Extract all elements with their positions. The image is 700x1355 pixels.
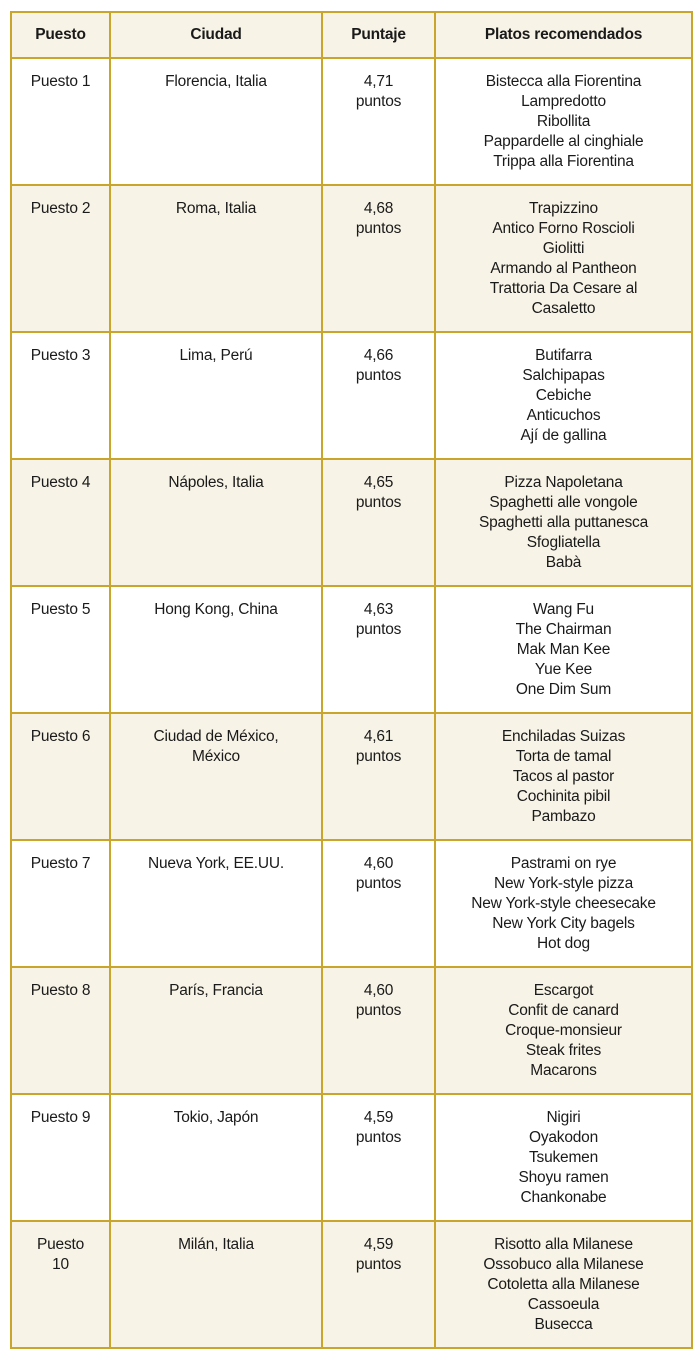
rank-cell (11, 1221, 110, 1348)
dish-item (436, 279, 691, 319)
dish-name: Salchipapas (522, 367, 605, 384)
dish-item (436, 493, 691, 513)
rank-cell (11, 185, 110, 332)
dish-item (436, 239, 691, 259)
dish-item (436, 219, 691, 239)
score-unit: puntos (355, 220, 402, 237)
dish-name: Cochinita pibil (516, 788, 611, 805)
score-value: 4,60 (363, 855, 394, 872)
city-text: Hong Kong, China (154, 601, 278, 618)
dishes-cell (435, 713, 692, 840)
city-cell (110, 840, 322, 967)
score-unit: puntos (355, 875, 402, 892)
dish-item (436, 620, 691, 640)
dish-item (436, 854, 691, 874)
city-cell (110, 967, 322, 1094)
city-text: Nápoles, Italia (168, 474, 264, 491)
score-cell (322, 1221, 435, 1348)
dish-name: Macarons (530, 1062, 597, 1079)
score-value: 4,66 (363, 347, 394, 364)
score-unit: puntos (355, 93, 402, 110)
dish-name: Yue Kee (534, 661, 593, 678)
table-row (11, 1221, 692, 1348)
rank-cell (11, 586, 110, 713)
city-cell (110, 586, 322, 713)
rank-text: Puesto 2 (30, 200, 91, 217)
dishes-cell (435, 58, 692, 185)
dish-item (436, 132, 691, 152)
city-text: París, Francia (169, 982, 263, 999)
dish-name: Pappardelle al cinghiale (483, 133, 644, 150)
dish-name: Pizza Napoletana (504, 474, 623, 491)
score-unit: puntos (355, 1256, 402, 1273)
table-row (11, 967, 692, 1094)
dish-item (436, 1295, 691, 1315)
score-cell (322, 332, 435, 459)
rank-text: Puesto 5 (30, 601, 91, 618)
score-value: 4,59 (363, 1236, 394, 1253)
dish-name: Ribollita (536, 113, 591, 130)
dish-item (436, 513, 691, 533)
dish-item (436, 152, 691, 172)
dish-name: Giolitti (542, 240, 585, 257)
dish-item (436, 914, 691, 934)
table-row (11, 332, 692, 459)
score-unit: puntos (355, 621, 402, 638)
city-cell (110, 58, 322, 185)
dish-item (436, 426, 691, 446)
dish-item (436, 767, 691, 787)
dish-item (436, 1255, 691, 1275)
city-cell (110, 459, 322, 586)
city-text: Roma, Italia (175, 200, 257, 217)
dish-item (436, 1148, 691, 1168)
header-dishes: Platos recomendados (435, 12, 692, 58)
dish-item (436, 934, 691, 954)
dish-name: Ají de gallina (520, 427, 607, 444)
city-cell (110, 713, 322, 840)
rank-text: Puesto 6 (30, 728, 91, 745)
dish-item (436, 92, 691, 112)
dish-name: Risotto alla Milanese (494, 1236, 633, 1253)
dishes-cell (435, 586, 692, 713)
dish-item (436, 346, 691, 366)
rank-cell (11, 459, 110, 586)
dish-name: Escargot (533, 982, 594, 999)
dish-name: New York-style cheesecake (471, 895, 656, 912)
dish-item (436, 1128, 691, 1148)
dish-name: Shoyu ramen (518, 1169, 609, 1186)
dish-item (436, 1041, 691, 1061)
dish-name: Cassoeula (527, 1296, 600, 1313)
dish-name: Trattoria Da Cesare al Casaletto (489, 280, 638, 317)
rank-cell (11, 332, 110, 459)
score-cell (322, 713, 435, 840)
city-text: Nueva York, EE.UU. (148, 855, 284, 872)
dish-name: Lampredotto (521, 93, 606, 110)
rank-text: Puesto 10 (36, 1236, 85, 1273)
dish-name: Enchiladas Suizas (501, 728, 626, 745)
dish-name: Confit de canard (508, 1002, 619, 1019)
dish-name: Antico Forno Roscioli (492, 220, 635, 237)
dish-name: Hot dog (537, 935, 590, 952)
city-cell (110, 185, 322, 332)
dish-item (436, 807, 691, 827)
rank-cell (11, 840, 110, 967)
dish-name: Spaghetti alle vongole (489, 494, 638, 511)
score-cell (322, 459, 435, 586)
rank-cell (11, 967, 110, 1094)
score-value: 4,59 (363, 1109, 394, 1126)
ranking-table (10, 11, 693, 1349)
dish-name: Pastrami on rye (510, 855, 617, 872)
dish-item (436, 553, 691, 573)
score-unit: puntos (355, 1002, 402, 1019)
dish-name: New York City bagels (492, 915, 635, 932)
dish-name: Chankonabe (520, 1189, 607, 1206)
dish-item (436, 1168, 691, 1188)
dish-name: Ossobuco alla Milanese (483, 1256, 644, 1273)
dish-name: Sfogliatella (526, 534, 601, 551)
score-cell (322, 586, 435, 713)
table-row (11, 58, 692, 185)
rank-text: Puesto 9 (30, 1109, 91, 1126)
dish-item (436, 1061, 691, 1081)
dish-item (436, 680, 691, 700)
dishes-cell (435, 185, 692, 332)
dish-name: Pambazo (531, 808, 596, 825)
score-unit: puntos (355, 748, 402, 765)
city-text: Lima, Perú (179, 347, 253, 364)
rank-cell (11, 58, 110, 185)
dish-item (436, 112, 691, 132)
dish-item (436, 533, 691, 553)
score-value: 4,71 (363, 73, 394, 90)
dish-name: Butifarra (535, 347, 592, 364)
table-row (11, 840, 692, 967)
dish-item (436, 1021, 691, 1041)
dishes-cell (435, 459, 692, 586)
dish-name: The Chairman (515, 621, 612, 638)
rank-text: Puesto 3 (30, 347, 91, 364)
rank-text: Puesto 4 (30, 474, 91, 491)
table-row (11, 185, 692, 332)
dish-name: Tsukemen (528, 1149, 599, 1166)
dishes-cell (435, 1221, 692, 1348)
dish-name: Nigiri (546, 1109, 581, 1126)
score-value: 4,60 (363, 982, 394, 999)
dish-name: Bistecca alla Fiorentina (485, 73, 642, 90)
dish-item (436, 747, 691, 767)
dish-item (436, 366, 691, 386)
score-value: 4,63 (363, 601, 394, 618)
dish-name: Armando al Pantheon (490, 260, 637, 277)
score-value: 4,61 (363, 728, 394, 745)
dish-name: Trapizzino (529, 200, 598, 217)
header-rank: Puesto (11, 12, 110, 58)
dish-name: Babà (545, 554, 582, 571)
dish-item (436, 660, 691, 680)
dish-name: Oyakodon (528, 1129, 599, 1146)
dishes-cell (435, 840, 692, 967)
dish-item (436, 1001, 691, 1021)
dish-item (436, 600, 691, 620)
dishes-cell (435, 1094, 692, 1221)
dish-name: Mak Man Kee (516, 641, 611, 658)
score-unit: puntos (355, 494, 402, 511)
dish-name: New York-style pizza (493, 875, 633, 892)
table-row (11, 713, 692, 840)
city-text: Ciudad de México, México (153, 728, 279, 765)
dish-item (436, 981, 691, 1001)
city-text: Tokio, Japón (173, 1109, 259, 1126)
dish-item (436, 1275, 691, 1295)
city-text: Milán, Italia (178, 1236, 254, 1253)
score-cell (322, 1094, 435, 1221)
dish-item (436, 874, 691, 894)
dish-item (436, 894, 691, 914)
score-cell (322, 967, 435, 1094)
dish-name: Tacos al pastor (512, 768, 615, 785)
dish-item (436, 727, 691, 747)
dish-name: Cebiche (535, 387, 592, 404)
table-row (11, 586, 692, 713)
dish-item (436, 259, 691, 279)
city-cell (110, 1221, 322, 1348)
dish-name: One Dim Sum (515, 681, 612, 698)
rank-cell (11, 713, 110, 840)
score-cell (322, 185, 435, 332)
header-city: Ciudad (110, 12, 322, 58)
dish-item (436, 1315, 691, 1335)
score-cell (322, 840, 435, 967)
rank-text: Puesto 8 (30, 982, 91, 999)
dish-item (436, 72, 691, 92)
dish-item (436, 787, 691, 807)
rank-text: Puesto 1 (30, 73, 91, 90)
dish-name: Croque-monsieur (505, 1022, 622, 1039)
dish-name: Spaghetti alla puttanesca (478, 514, 649, 531)
dish-name: Busecca (534, 1316, 593, 1333)
city-cell (110, 1094, 322, 1221)
dish-item (436, 1188, 691, 1208)
header-score: Puntaje (322, 12, 435, 58)
score-unit: puntos (355, 367, 402, 384)
score-value: 4,65 (363, 474, 394, 491)
dish-name: Trippa alla Fiorentina (493, 153, 634, 170)
dish-item (436, 1108, 691, 1128)
dish-name: Wang Fu (533, 601, 594, 618)
dish-item (436, 406, 691, 426)
score-cell (322, 58, 435, 185)
dish-item (436, 473, 691, 493)
city-text: Florencia, Italia (165, 73, 267, 90)
dish-name: Steak frites (525, 1042, 602, 1059)
dish-name: Cotoletta alla Milanese (487, 1276, 640, 1293)
score-value: 4,68 (363, 200, 394, 217)
dishes-cell (435, 967, 692, 1094)
table-row (11, 1094, 692, 1221)
dish-item (436, 1235, 691, 1255)
score-unit: puntos (355, 1129, 402, 1146)
dish-item (436, 386, 691, 406)
dish-name: Anticuchos (526, 407, 601, 424)
rank-cell (11, 1094, 110, 1221)
dish-name: Torta de tamal (515, 748, 612, 765)
dishes-cell (435, 332, 692, 459)
city-cell (110, 332, 322, 459)
rank-text: Puesto 7 (30, 855, 91, 872)
dish-item (436, 199, 691, 219)
header-row (11, 12, 692, 58)
dish-item (436, 640, 691, 660)
table-body (11, 58, 692, 1348)
table-row (11, 459, 692, 586)
